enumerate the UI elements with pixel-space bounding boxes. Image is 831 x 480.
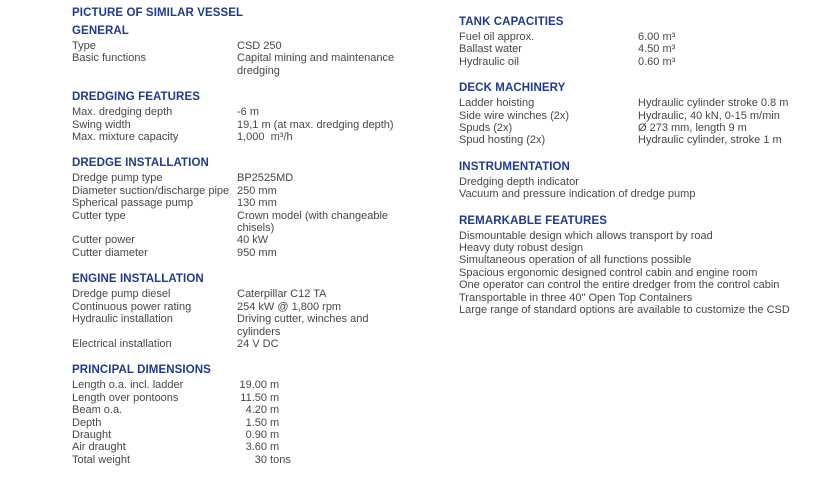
spec-value: 950 mm	[237, 246, 277, 259]
feature-line: Dredging depth indicator	[459, 175, 579, 188]
right-column	[459, 16, 831, 331]
spec-value	[237, 454, 404, 466]
feature-line: Dismountable design which allows transport by road	[459, 229, 713, 242]
page-title: PICTURE OF SIMILAR VESSEL	[72, 7, 244, 19]
spec-row	[72, 234, 404, 246]
spec-label: Side wire winches (2x)	[459, 109, 570, 122]
spec-label: Diameter suction/discharge pipe	[72, 184, 230, 197]
spec-value	[237, 404, 404, 416]
spec-value: 24 V DC	[237, 337, 279, 350]
spec-row	[72, 417, 404, 429]
spec-row	[72, 454, 404, 466]
spec-value: 6.00 m³	[638, 31, 676, 43]
spec-value: BP2525MD	[237, 172, 294, 185]
spec-value: 1,000 m³/h	[237, 131, 293, 144]
spec-value: Hydraulic cylinder stroke 0.8 m	[638, 97, 789, 110]
spec-value	[237, 429, 404, 441]
spec-label: Type	[72, 40, 96, 52]
spec-label: Total weight	[72, 453, 131, 466]
spec-label: Beam o.a.	[72, 404, 123, 417]
spec-label: Fuel oil approx.	[459, 31, 535, 43]
spec-row	[72, 52, 404, 77]
spec-label: Hydraulic oil	[459, 55, 519, 68]
spec-row	[72, 119, 404, 131]
spec-value: 19,1 m (at max. dredging depth)	[237, 118, 394, 131]
section-heading-principal-dimensions: PRINCIPAL DIMENSIONS	[72, 364, 211, 377]
spec-row	[459, 56, 831, 68]
spec-label: Ladder hoisting	[459, 97, 535, 110]
spec-value: 0.60 m³	[638, 55, 676, 68]
spec-label: Length o.a. incl. ladder	[72, 379, 184, 392]
left-column	[72, 7, 404, 480]
spec-row	[459, 97, 831, 109]
section-heading-deck-machinery: DECK MACHINERY	[459, 82, 566, 95]
spec-value-unit: m	[267, 428, 280, 441]
spec-row	[72, 172, 404, 184]
spec-value-unit: m	[267, 416, 280, 429]
section-heading-engine-installation: ENGINE INSTALLATION	[72, 273, 204, 286]
spec-label: Cutter power	[72, 234, 135, 247]
spec-row	[72, 131, 404, 143]
spec-value-unit: m	[267, 441, 280, 454]
spec-row	[72, 404, 404, 416]
spec-value: Hydraulic cylinder, stroke 1 m	[638, 134, 782, 147]
spec-value-number: 0.90	[245, 428, 267, 441]
section-heading-tank-capacities: TANK CAPACITIES	[459, 16, 564, 28]
spec-value: -6 m	[237, 106, 259, 119]
right-sections-container	[459, 16, 831, 317]
spec-row	[72, 441, 404, 453]
spec-label: Dredge pump type	[72, 172, 163, 185]
spec-label: Max. dredging depth	[72, 106, 173, 119]
spec-value-unit: tons	[267, 453, 291, 466]
spec-label: Air draught	[72, 441, 126, 454]
spec-label: Electrical installation	[72, 337, 172, 350]
spec-label: Hydraulic installation	[72, 313, 173, 326]
spec-row	[72, 338, 404, 350]
spec-row	[72, 313, 404, 338]
spec-value: 254 kW @ 1,800 rpm	[237, 300, 342, 313]
feature-line: Large range of standard options are available to customize the CSD	[459, 304, 790, 317]
section-dredge-installation	[72, 157, 404, 259]
section-remarkable-features	[459, 215, 831, 317]
spec-row	[72, 288, 404, 300]
section-instrumentation	[459, 161, 831, 201]
spec-row	[459, 110, 831, 122]
spec-label: Spherical passage pump	[72, 197, 194, 210]
spec-value: Hydraulic, 40 kN, 0-15 m/min	[638, 109, 780, 122]
feature-line: Simultaneous operation of all functions possible	[459, 254, 692, 267]
spec-row	[459, 122, 831, 134]
section-heading-dredge-installation: DREDGE INSTALLATION	[72, 157, 209, 170]
section-dredging-features	[72, 91, 404, 143]
spec-row	[72, 185, 404, 197]
spec-label: Length over pontoons	[72, 391, 179, 404]
spec-row	[459, 31, 831, 43]
spec-value	[237, 417, 404, 429]
left-sections-container	[72, 25, 404, 466]
spec-value: Capital mining and maintenance dredging	[237, 52, 398, 77]
spec-row	[72, 197, 404, 209]
spec-value-unit: m	[267, 391, 280, 404]
feature-line: Vacuum and pressure indication of dredge pump	[459, 188, 696, 201]
spec-value: Ø 273 mm, length 9 m	[638, 122, 747, 135]
spec-value-number: 30	[254, 453, 267, 466]
spec-label: Cutter diameter	[72, 246, 148, 259]
spec-value: 4.50 m³	[638, 43, 676, 56]
spec-row	[72, 429, 404, 441]
spec-value: 130 mm	[237, 197, 277, 210]
spec-row	[459, 43, 831, 55]
spec-value: 40 kW	[237, 234, 269, 247]
spec-value-number: 4.20	[245, 404, 267, 417]
spec-value	[237, 379, 404, 391]
spec-label: Continuous power rating	[72, 300, 192, 313]
spec-value-number: 19.00	[239, 379, 267, 392]
feature-line: One operator can control the entire dredger from the control cabin	[459, 279, 780, 292]
section-heading-general: GENERAL	[72, 25, 129, 37]
spec-row	[459, 134, 831, 146]
spec-label: Spud hosting (2x)	[459, 134, 546, 147]
spec-row	[72, 106, 404, 118]
section-engine-installation	[72, 273, 404, 350]
spec-value-number: 11.50	[240, 391, 267, 404]
spec-label: Dredge pump diesel	[72, 288, 171, 301]
spec-label: Swing width	[72, 118, 131, 131]
spec-label: Ballast water	[459, 43, 522, 56]
spec-row	[72, 40, 404, 52]
spec-value: 250 mm	[237, 184, 277, 197]
section-heading-remarkable-features: REMARKABLE FEATURES	[459, 214, 607, 227]
feature-line: Spacious ergonomic designed control cabin and engine room	[459, 266, 758, 279]
section-tank-capacities	[459, 16, 831, 68]
spec-value-unit: m	[267, 379, 280, 392]
spec-row	[72, 392, 404, 404]
spec-value-unit: m	[267, 404, 280, 417]
spec-label: Spuds (2x)	[459, 122, 513, 135]
spec-value: Caterpillar C12 TA	[237, 288, 327, 301]
spec-row	[72, 210, 404, 235]
spec-label: Depth	[72, 416, 102, 429]
section-heading-instrumentation: INSTRUMENTATION	[459, 160, 570, 173]
spec-row	[72, 379, 404, 391]
spec-value	[237, 392, 404, 404]
spec-value	[237, 441, 404, 453]
spec-value: Crown model (with changeable chisels)	[237, 209, 392, 235]
spec-value: Driving cutter, winches and cylinders	[237, 313, 372, 338]
spec-row	[72, 301, 404, 313]
spec-value: CSD 250	[237, 40, 282, 52]
spec-row	[72, 247, 404, 259]
spec-label: Basic functions	[72, 52, 146, 65]
section-principal-dimensions	[72, 364, 404, 466]
section-deck-machinery	[459, 82, 831, 147]
spec-value-number: 3.60	[245, 441, 267, 454]
feature-line: Transportable in three 40" Open Top Containers	[459, 291, 693, 304]
section-general	[72, 25, 404, 77]
spec-label: Max. mixture capacity	[72, 131, 179, 144]
spec-label: Cutter type	[72, 209, 126, 222]
section-heading-dredging-features: DREDGING FEATURES	[72, 91, 200, 104]
spec-value-number: 1.50	[245, 416, 267, 429]
spec-label: Draught	[72, 428, 112, 441]
feature-line: Heavy duty robust design	[459, 242, 584, 255]
